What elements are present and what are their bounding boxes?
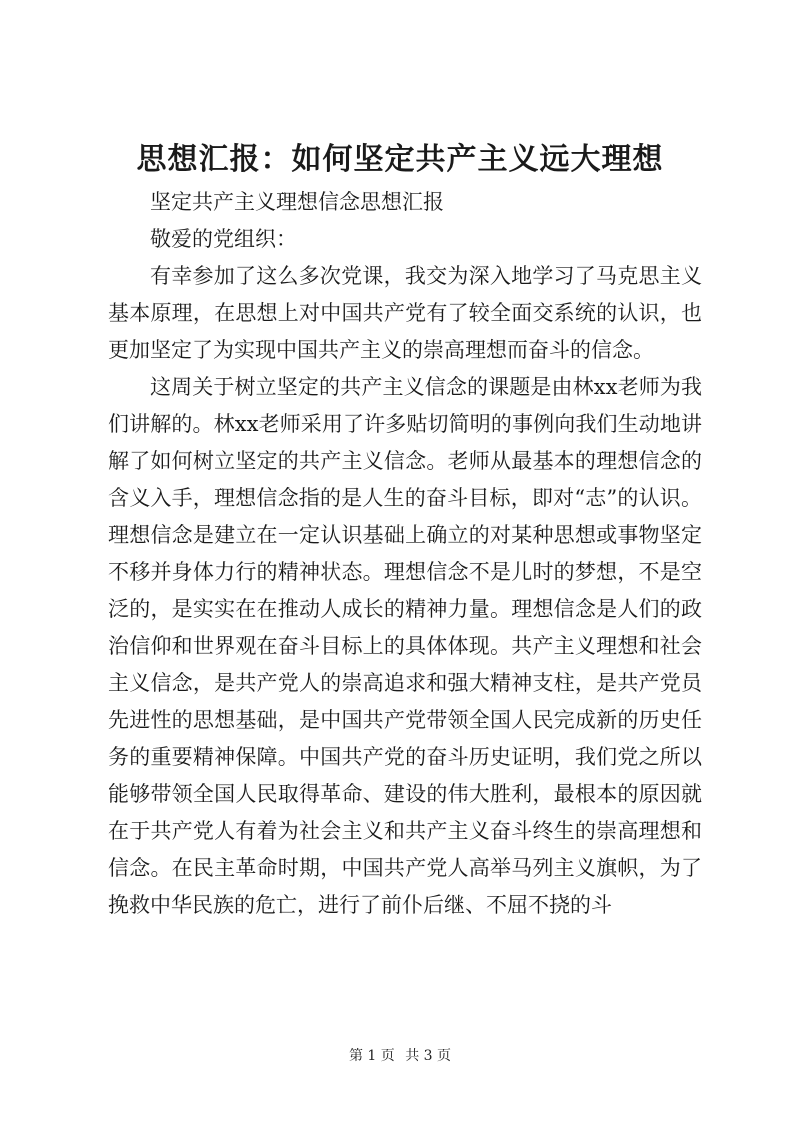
page-number: 第 1 页 bbox=[348, 1048, 395, 1064]
document-title: 思想汇报：如何坚定共产主义远大理想 bbox=[136, 142, 664, 177]
page-footer bbox=[0, 1045, 800, 1065]
paragraph-1: 有幸参加了这么多次党课，我交为深入地学习了马克思主义基本原理，在思想上对中国共产党有了较全面交系统的认识，也更加坚定了为实现中国共产主义的崇高理想而奋斗的信念。 bbox=[108, 264, 702, 362]
document-body bbox=[108, 184, 702, 924]
salutation: 敬爱的党组织： bbox=[150, 227, 297, 251]
paragraph-2: 这周关于树立坚定的共产主义信念的课题是由林xx老师为我们讲解的。林xx老师采用了许多贴切简明的事例向我们生动地讲解了如何树立坚定的共产主义信念。老师从最基本的理想信念的含义入手，理想信念指的是人生的奋斗目标，即对“志”的认识。理想信念是建立在一定认识基础上确立的对某种思想或事物坚定不移并身体力行的精神状态。理想信念不是儿时的梦想，不是空泛的，是实实在在推动人成长的精神力量。理想信念是人们的政治信仰和世界观在奋斗目标上的具体体现。共产主义理想和社会主义信念，是共产党人的崇高追求和强大精神支柱，是共产党员先进性的思想基础，是中国共产党带领全国人民完成新的历史任务的重要精神保障。中国共产党的奋斗历史证明，我们党之所以能够带领全国人民取得革命、建设的伟大胜利，最根本的原因就在于共产党人有着为社会主义和共产主义奋斗终生的崇高理想和信念。在民主革命时期，中国共产党人高举马列主义旗帜，为了挽救中华民族的危亡，进行了前仆后继、不屈不挠的斗 bbox=[108, 375, 702, 917]
document-subtitle: 坚定共产主义理想信念思想汇报 bbox=[150, 190, 444, 214]
page-total: 共 3 页 bbox=[405, 1048, 452, 1064]
